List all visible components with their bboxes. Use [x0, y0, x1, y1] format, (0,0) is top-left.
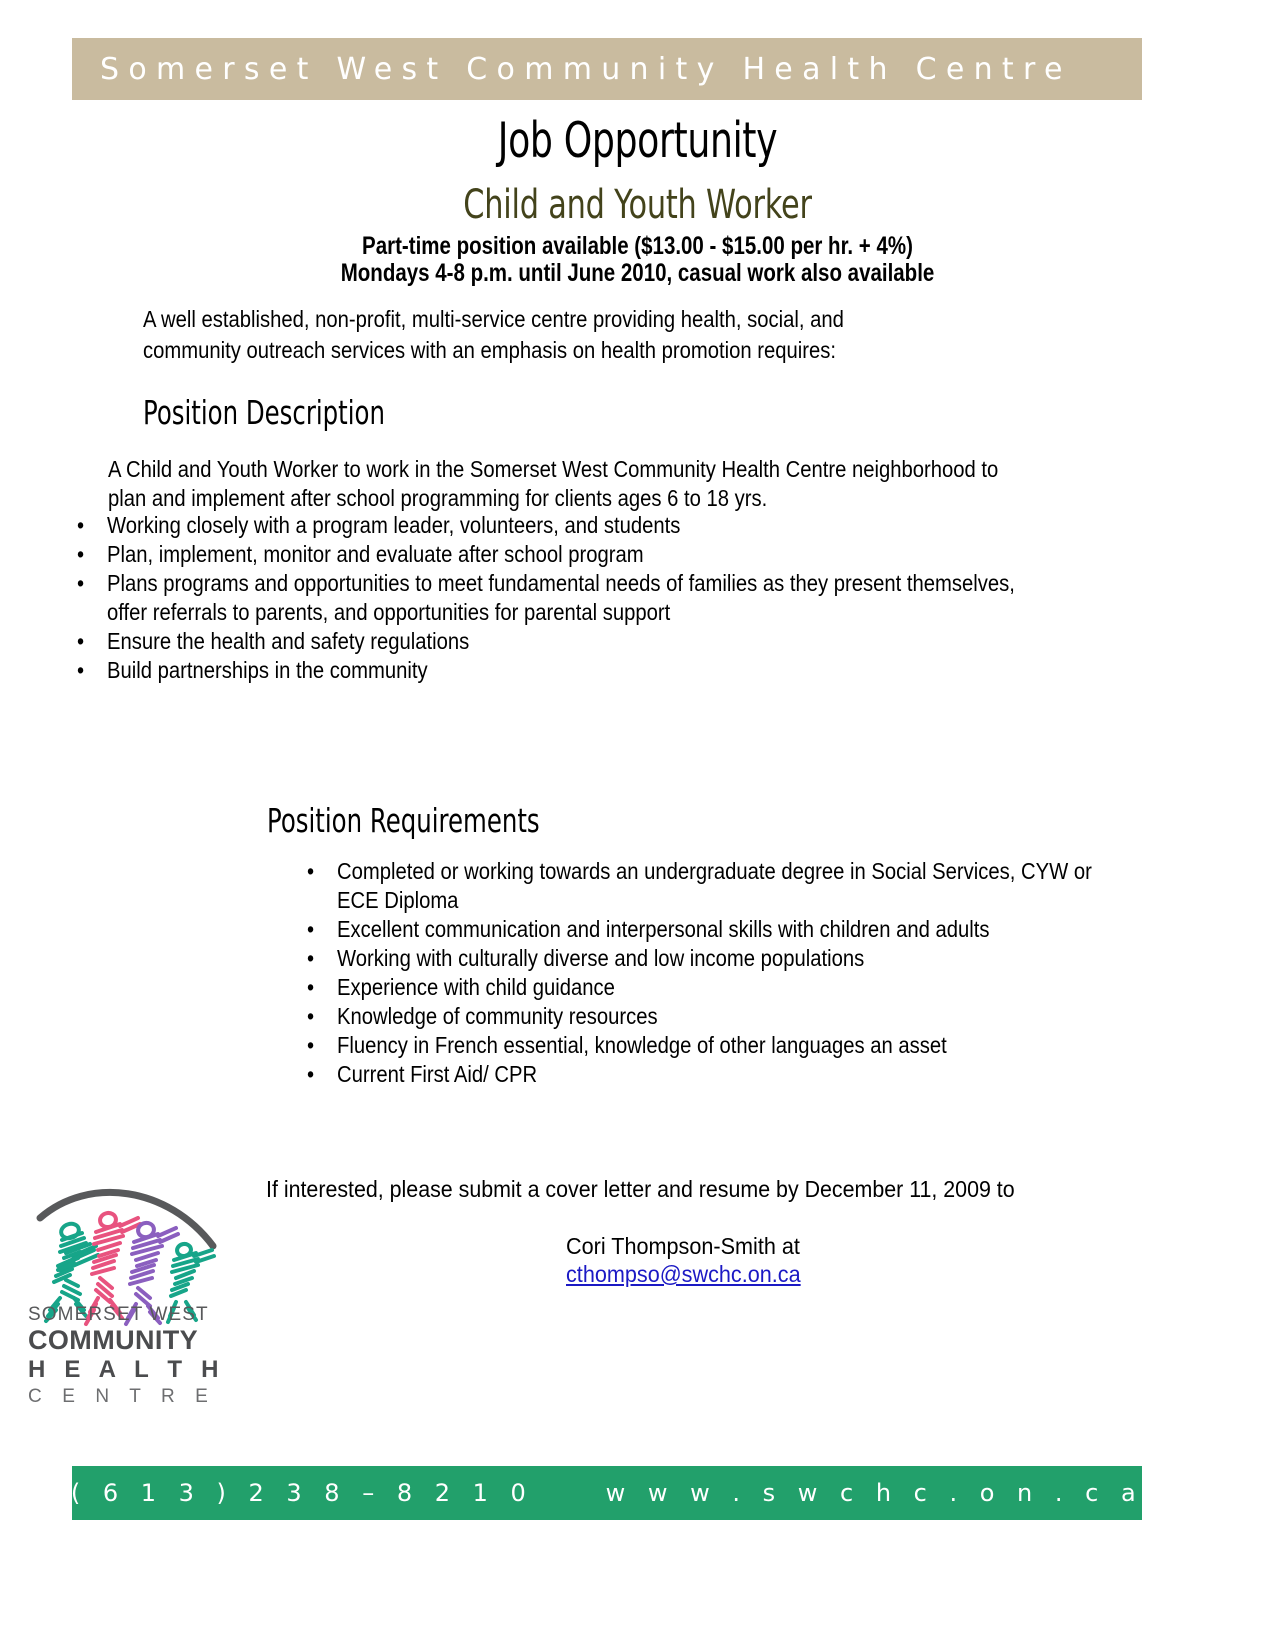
- bullet-icon: •: [77, 512, 85, 538]
- logo-line-centre: C E N T R E: [28, 1386, 216, 1407]
- list-item-label: Build partnerships in the community: [106, 657, 428, 683]
- list-item-label: Completed or working towards an undergraduate degree in Social Services, CYW or ECE Diploma: [336, 858, 1092, 913]
- list-item: [300, 1060, 1092, 1089]
- list-item: [300, 973, 1092, 1002]
- header-band: [72, 38, 1142, 100]
- bullet-icon: •: [307, 945, 315, 971]
- list-item: [300, 1031, 1092, 1060]
- list-item: [70, 540, 1020, 569]
- page-title: Job Opportunity: [497, 112, 778, 169]
- logo-line-community: COMMUNITY: [28, 1325, 199, 1355]
- bullet-icon: •: [77, 541, 85, 567]
- list-item: [300, 1002, 1092, 1031]
- job-title: Child and Youth Worker: [463, 182, 812, 228]
- bullet-icon: •: [307, 1061, 315, 1087]
- footer-website[interactable]: w w w . s w c h c . o n . c a: [605, 1479, 1144, 1507]
- bullet-icon: •: [307, 1032, 315, 1058]
- section-heading-position-description: Position Description: [143, 393, 385, 432]
- tagline-pay: Part-time position available ($13.00 - $15.00 per hr. + 4%): [362, 232, 913, 260]
- footer-phone: ( 6 1 3 ) 2 3 8 – 8 2 1 0: [70, 1479, 534, 1507]
- position-requirements-bullets: [300, 857, 1092, 1089]
- list-item: [300, 915, 1092, 944]
- list-item-label: Fluency in French essential, knowledge of other languages an asset: [336, 1032, 947, 1058]
- section-heading-position-requirements: Position Requirements: [267, 801, 540, 840]
- logo-line-somerset-west: SOMERSET WEST: [28, 1304, 209, 1325]
- list-item-label: Experience with child guidance: [336, 974, 615, 1000]
- list-item: [300, 857, 1092, 915]
- footer-band: [72, 1466, 1142, 1520]
- list-item: [70, 511, 1020, 540]
- position-description-paragraph: A Child and Youth Worker to work in the Somerset West Community Health Centre neighborhood to plan and implement after school programming for clients ages 6 to 18 yrs.: [108, 456, 999, 511]
- list-item-label: Plans programs and opportunities to meet fundamental needs of families as they present themselves, offer referrals to parents, and opportunities for parental support: [106, 570, 1015, 625]
- organization-name: Somerset West Community Health Centre: [100, 51, 1072, 87]
- bullet-icon: •: [307, 858, 315, 884]
- bullet-icon: •: [77, 570, 85, 596]
- tagline-schedule: Mondays 4-8 p.m. until June 2010, casual work also available: [340, 259, 935, 287]
- footer-contact: [71, 1479, 1143, 1507]
- contact-name: Cori Thompson-Smith at: [566, 1233, 800, 1259]
- list-item: [70, 569, 1020, 627]
- bullet-icon: •: [77, 657, 85, 683]
- list-item-label: Ensure the health and safety regulations: [106, 628, 470, 654]
- intro-paragraph: A well established, non-profit, multi-service centre providing health, social, and community outreach services with an emphasis on health promotion requires:: [143, 306, 844, 363]
- list-item-label: Knowledge of community resources: [336, 1003, 658, 1029]
- bullet-icon: •: [307, 1003, 315, 1029]
- logo-line-health: H E A L T H: [28, 1356, 225, 1383]
- list-item-label: Plan, implement, monitor and evaluate after school program: [106, 541, 644, 567]
- contact-email-link[interactable]: cthompso@swchc.on.ca: [566, 1261, 801, 1287]
- list-item: [70, 627, 1020, 656]
- position-description-bullets: [70, 511, 1020, 685]
- application-instruction: If interested, please submit a cover letter and resume by December 11, 2009 to: [266, 1176, 1015, 1202]
- bullet-icon: •: [77, 628, 85, 654]
- list-item: [70, 656, 1020, 685]
- list-item-label: Working closely with a program leader, volunteers, and students: [106, 512, 681, 538]
- list-item: [300, 944, 1092, 973]
- list-item-label: Excellent communication and interpersonal skills with children and adults: [336, 916, 990, 942]
- list-item-label: Current First Aid/ CPR: [336, 1061, 538, 1087]
- bullet-icon: •: [307, 974, 315, 1000]
- bullet-icon: •: [307, 916, 315, 942]
- list-item-label: Working with culturally diverse and low income populations: [336, 945, 865, 971]
